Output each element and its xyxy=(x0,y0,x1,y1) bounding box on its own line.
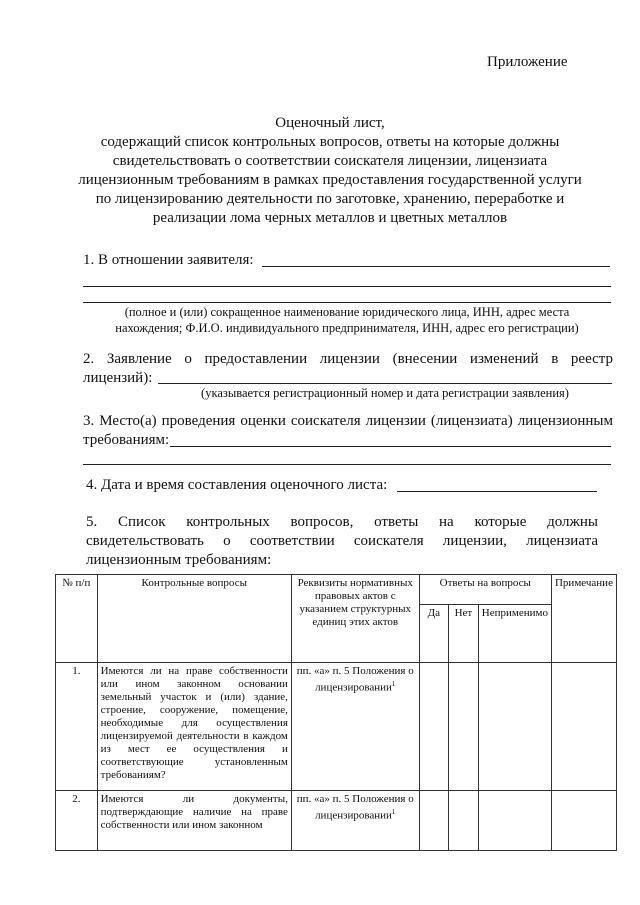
hint-line: нахождения; Ф.И.О. индивидуального предпринимателя, ИНН, адрес его регистрации) xyxy=(115,321,579,335)
answer-na-cell[interactable] xyxy=(478,791,551,851)
hint-line: (полное и (или) сокращенное наименование юридического лица, ИНН, адрес места xyxy=(124,305,570,319)
appendix-label: Приложение xyxy=(487,54,568,70)
note-cell[interactable] xyxy=(551,791,616,851)
section-2-line-1: 2. Заявление о предоставлении лицензии (внесении изменений в реестр xyxy=(83,351,613,367)
footnote-mark: 1 xyxy=(391,680,396,688)
header-yes: Да xyxy=(419,605,448,663)
requisite-text: пп. «а» п. 5 Положения о лицензировании xyxy=(296,665,414,694)
answer-no-cell[interactable] xyxy=(449,791,479,851)
row-question: Имеются ли документы, подтверждающие наличие на праве собственности или ином законном xyxy=(97,791,291,851)
header-requisites: Реквизиты нормативных правовых актов с указанием структурных единиц этих актов xyxy=(291,575,419,663)
title-line: лицензионным требованиям в рамках предоставления государственной услуги xyxy=(78,172,582,188)
note-cell[interactable] xyxy=(551,663,616,791)
section-5-line-3: лицензионным требованиям: xyxy=(86,552,272,568)
header-questions: Контрольные вопросы xyxy=(97,575,291,663)
title-line: реализации лома черных металлов и цветных металлов xyxy=(152,210,508,226)
header-no: Нет xyxy=(449,605,479,663)
section-1-label: 1. В отношении заявителя: xyxy=(83,252,254,268)
application-field-line[interactable] xyxy=(158,383,612,384)
footnote-mark: 1 xyxy=(391,808,396,816)
place-field-line-2[interactable] xyxy=(83,464,611,465)
requisite-text: пп. «а» п. 5 Положения о лицензировании xyxy=(296,793,414,822)
section-2-hint: (указывается регистрационный номер и дата регистрации заявления) xyxy=(201,386,569,400)
applicant-field-line-2[interactable] xyxy=(83,286,611,287)
title-line: содержащий список контрольных вопросов, ответы на которые должны xyxy=(100,134,560,150)
row-requisite xyxy=(291,791,419,851)
header-note: Примечание xyxy=(551,575,616,663)
header-answers: Ответы на вопросы xyxy=(419,575,551,605)
answer-yes-cell[interactable] xyxy=(419,791,448,851)
row-requisite xyxy=(291,663,419,791)
title-line: свидетельствовать о соответствии соискателя лицензии, лицензиата xyxy=(112,153,548,169)
table-row xyxy=(56,663,617,791)
title-line: по лицензированию деятельности по заготовке, хранению, переработке и xyxy=(95,191,565,207)
answer-no-cell[interactable] xyxy=(449,663,479,791)
place-field-line[interactable] xyxy=(170,446,611,447)
applicant-field-line-3[interactable] xyxy=(83,302,611,303)
section-2-line-2: лицензий): xyxy=(83,370,153,386)
applicant-field-line[interactable] xyxy=(262,266,610,267)
document-title xyxy=(60,114,600,228)
table-header-row xyxy=(56,575,617,605)
row-question: Имеются ли на праве собственности или ином законном основании земельный участок и (или) здание, строение, сооружение, помещение, необходимые для осуществления лицензируемой деятельности в каждом из мест ее осуществления и соответствующие установленным требованиям? xyxy=(97,663,291,791)
section-5-line-1: 5. Список контрольных вопросов, ответы на которые должны xyxy=(86,514,598,530)
header-na: Неприменимо xyxy=(478,605,551,663)
section-3-line-1: 3. Место(а) проведения оценки соискателя лицензии (лицензиата) лицензионным xyxy=(83,413,613,429)
date-field-line[interactable] xyxy=(397,491,597,492)
answer-na-cell[interactable] xyxy=(478,663,551,791)
title-line: Оценочный лист, xyxy=(275,115,385,131)
section-1-hint xyxy=(83,304,611,336)
row-num: 2. xyxy=(56,791,98,851)
table-row xyxy=(56,791,617,851)
answer-yes-cell[interactable] xyxy=(419,663,448,791)
header-num: № п/п xyxy=(56,575,98,663)
row-num: 1. xyxy=(56,663,98,791)
section-4-label: 4. Дата и время составления оценочного листа: xyxy=(86,477,388,493)
checklist-table xyxy=(55,574,617,851)
section-3-line-2: требованиям: xyxy=(83,432,170,448)
section-5-line-2: свидетельствовать о соответствии соискателя лицензии, лицензиата xyxy=(86,533,598,549)
